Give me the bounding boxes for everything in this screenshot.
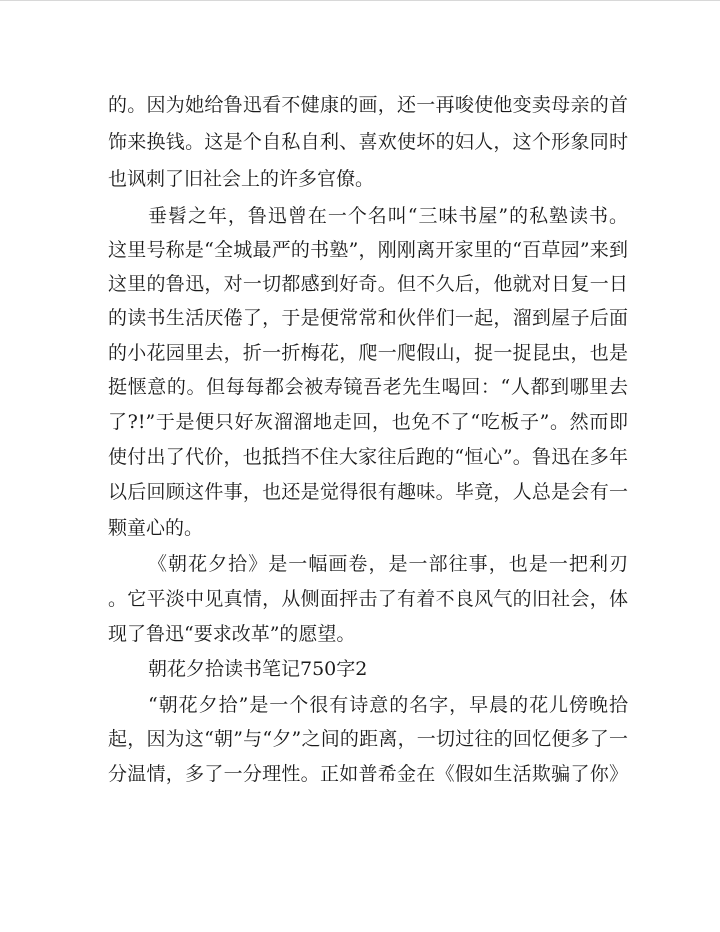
- paragraph-line: 挺惬意的。但每每都会被寿镜吾老先生喝回：“人都到哪里去: [108, 376, 628, 398]
- paragraph-line: 的。因为她给鲁迅看不健康的画，还一再唆使他变卖母亲的首: [108, 94, 628, 116]
- paragraph-line: 的小花园里去，折一折梅花，爬一爬假山，捉一捉昆虫，也是: [108, 342, 628, 364]
- paragraph-line: 的读书生活厌倦了，于是便常常和伙伴们一起，溜到屋子后面: [108, 307, 628, 329]
- paragraph-line: 饰来换钱。这是个自私自利、喜欢使坏的妇人，这个形象同时: [108, 131, 628, 153]
- paragraph-line: 使付出了代价，也抵挡不住大家往后跑的“恒心”。鲁迅在多年: [108, 446, 628, 468]
- paragraph-line: 。它平淡中见真情，从侧面抨击了有着不良风气的旧社会，体: [108, 588, 628, 610]
- paragraph-line: 这里的鲁迅，对一切都感到好奇。但不久后，他就对日复一日: [108, 273, 628, 295]
- paragraph-line: 这里号称是“全城最严的书塾”，刚刚离开家里的“百草园”来到: [108, 239, 628, 261]
- paragraph-line: 《朝花夕拾》是一幅画卷，是一部往事，也是一把利刃: [148, 553, 628, 575]
- paragraph-line: 了?!”于是便只好灰溜溜地走回，也免不了“吃板子”。然而即: [108, 411, 628, 433]
- paragraph-line: 以后回顾这件事，也还是觉得很有趣味。毕竟，人总是会有一: [108, 481, 628, 503]
- paragraph-line: 起，因为这“朝”与“夕”之间的距离，一切过往的回忆便多了一: [108, 728, 628, 750]
- section-heading: 朝花夕拾读书笔记750字2: [148, 658, 368, 680]
- paragraph-line: 垂髫之年，鲁迅曾在一个名叫“三味书屋”的私塾读书。: [148, 205, 628, 227]
- paragraph-line: 分温情，多了一分理性。正如普希金在《假如生活欺骗了你》: [108, 763, 628, 785]
- paragraph-line: 也讽刺了旧社会上的许多官僚。: [108, 168, 375, 190]
- paragraph-line: 颗童心的。: [108, 517, 204, 539]
- paragraph-line: “朝花夕拾”是一个很有诗意的名字，早晨的花儿傍晚拾: [148, 694, 628, 716]
- paragraph-line: 现了鲁迅“要求改革”的愿望。: [108, 623, 356, 645]
